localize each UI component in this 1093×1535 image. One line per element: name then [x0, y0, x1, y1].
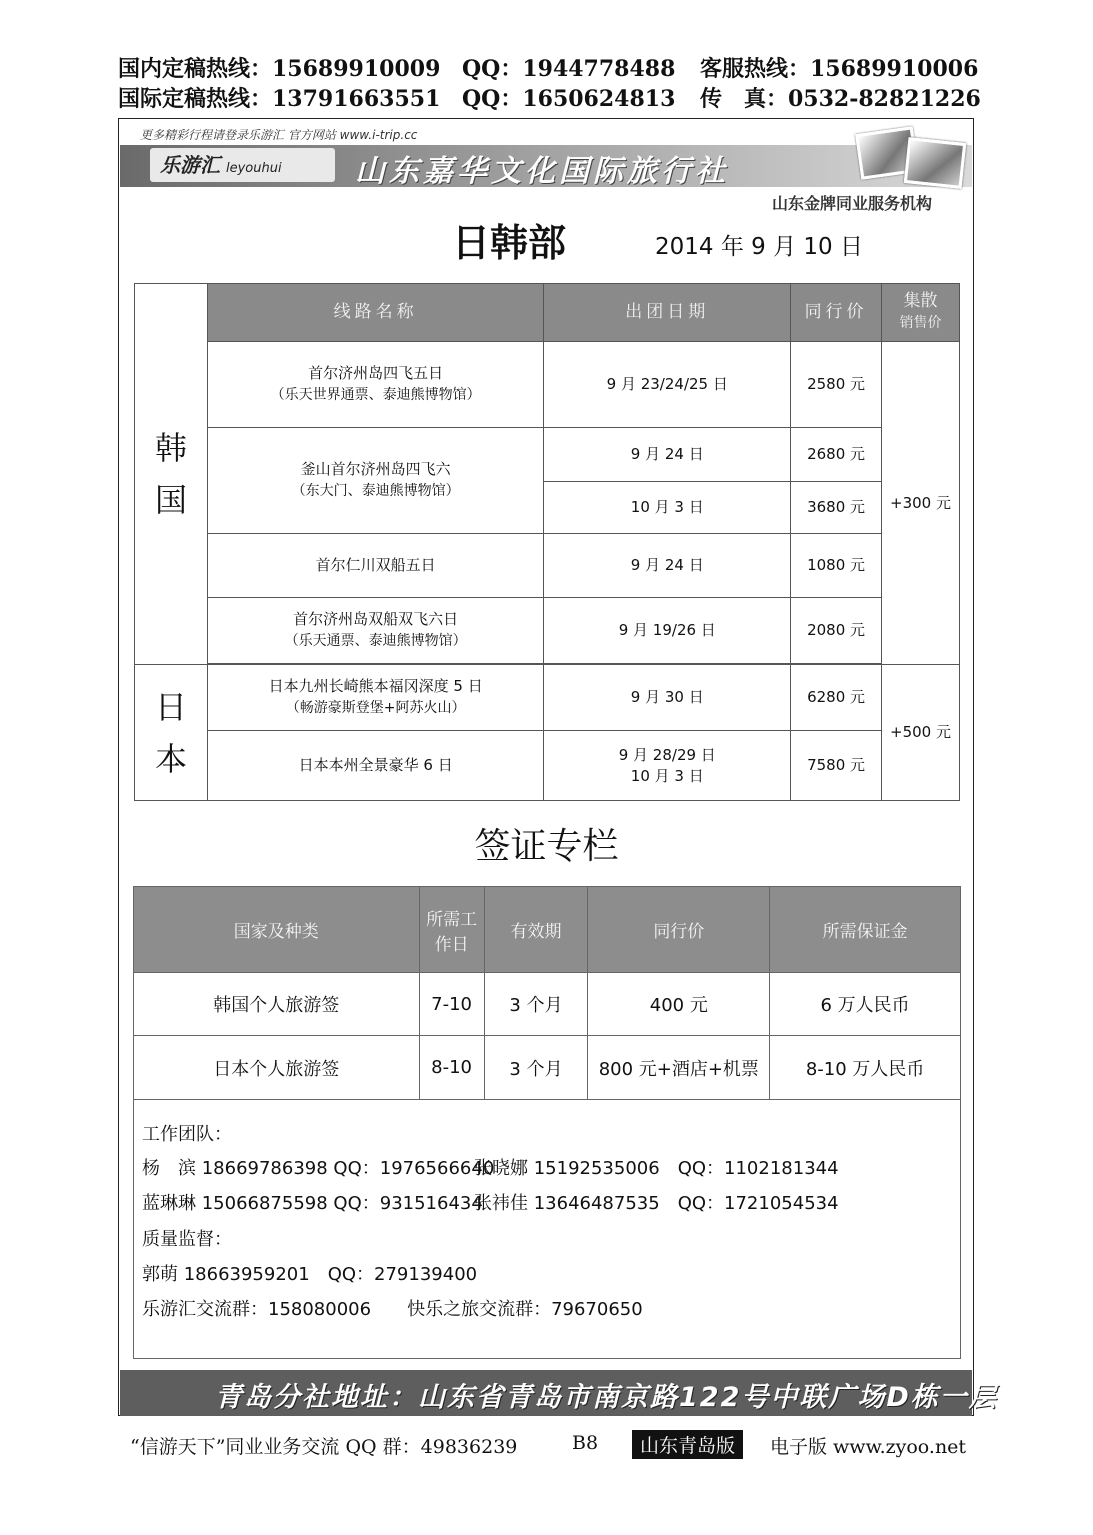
visa-title: 签证专栏 — [474, 826, 619, 867]
logo-text: 乐游汇 — [160, 153, 220, 177]
table-row: 日 本 日本九州长崎熊本福冈深度 5 日 （畅游豪斯登堡+阿苏火山） 9 月 30 日 6280 元 +500 元 — [135, 665, 960, 731]
team-member: 杨 滨 18669786398 QQ：1976566640 — [142, 1158, 495, 1179]
table-row: 日本本州全景豪华 6 日 9 月 28/29 日 10 月 3 日 7580 元 — [135, 731, 960, 801]
header-retail: 集散 销售价 — [882, 284, 960, 342]
page-number: B8 — [572, 1432, 599, 1454]
qc-contact: 郭萌 18663959201 QQ：279139400 — [142, 1264, 478, 1285]
team-heading: 工作团队： — [142, 1124, 232, 1145]
table-row: 日本个人旅游签 8-10 3 个月 800 元+酒店+机票 8-10 万人民币 — [134, 1036, 961, 1100]
header-visa-price: 同行价 — [588, 887, 770, 973]
qc-heading: 质量监督： — [142, 1229, 232, 1250]
scenery-photo-icon — [904, 137, 966, 189]
domestic-hotline: 国内定稿热线：15689910009 — [118, 56, 441, 82]
intl-qq: QQ：1650624813 — [462, 86, 676, 112]
visa-table — [133, 886, 961, 1100]
service-hotline: 客服热线：15689910006 — [700, 56, 979, 82]
leyouhui-logo — [150, 148, 335, 182]
table-row: 首尔仁川双船五日 9 月 24 日 1080 元 — [135, 534, 960, 598]
edition-badge: 山东青岛版 — [632, 1430, 743, 1459]
dept-title: 日韩部 — [452, 221, 567, 265]
table-row: 首尔济州岛四飞五日 （乐天世界通票、泰迪熊博物馆） 9 月 23/24/25 日 2580 元 +300 元 — [135, 342, 960, 428]
country-japan: 日 本 — [135, 665, 208, 801]
team-member: 蓝琳琳 15066875598 QQ：931516434 — [142, 1193, 483, 1214]
table-row: 韩国个人旅游签 7-10 3 个月 400 元 6 万人民币 — [134, 973, 961, 1036]
table-row: 首尔济州岛双船双飞六日 （乐天通票、泰迪熊博物馆） 9 月 19/26 日 2080 元 — [135, 598, 960, 664]
domestic-qq: QQ：1944778488 — [462, 56, 676, 82]
fax: 传 真：0532-82821226 — [700, 86, 981, 112]
agency-name: 山东嘉华文化国际旅行社 — [355, 154, 729, 189]
table-row: 釜山首尔济州岛四飞六 （东大门、泰迪熊博物馆） 9 月 24 日 2680 元 — [135, 428, 960, 482]
japan-retail: +500 元 — [882, 665, 960, 801]
intl-hotline: 国际定稿热线：13791663551 — [118, 86, 441, 112]
header-route-name: 线路名称 — [207, 284, 543, 342]
korea-retail: +300 元 — [882, 342, 960, 665]
team-member: 张晓娜 15192535006 QQ：1102181344 — [474, 1158, 839, 1179]
website-line: 更多精彩行程请登录乐游汇 官方网站 www.i-trip.cc — [140, 128, 418, 142]
header-validity: 有效期 — [484, 887, 588, 973]
issue-date: 2014 年 9 月 10 日 — [655, 234, 863, 260]
header-depart-date: 出团日期 — [544, 284, 791, 342]
team-member: 张祎佳 13646487535 QQ：1721054534 — [474, 1193, 839, 1214]
slogan: 山东金牌同业服务机构 — [772, 194, 933, 213]
header-deposit: 所需保证金 — [770, 887, 961, 973]
qq-group: “信游天下”同业业务交流 QQ 群：49836239 — [130, 1436, 518, 1458]
logo-en: leyouhui — [226, 161, 282, 176]
routes-table — [134, 283, 960, 801]
table-row: 10 月 3 日 3680 元 — [135, 482, 960, 534]
branch-address: 青岛分社地址：山东省青岛市南京路122号中联广场D栋一层 — [215, 1382, 998, 1413]
chat-groups: 乐游汇交流群：158080006 快乐之旅交流群：79670650 — [142, 1299, 643, 1320]
website[interactable]: 电子版 www.zyoo.net — [770, 1436, 967, 1458]
header-price: 同行价 — [791, 284, 882, 342]
country-korea: 韩 国 — [135, 284, 208, 665]
header-visa-type: 国家及种类 — [134, 887, 420, 973]
header-workdays: 所需工 作日 — [419, 887, 484, 973]
